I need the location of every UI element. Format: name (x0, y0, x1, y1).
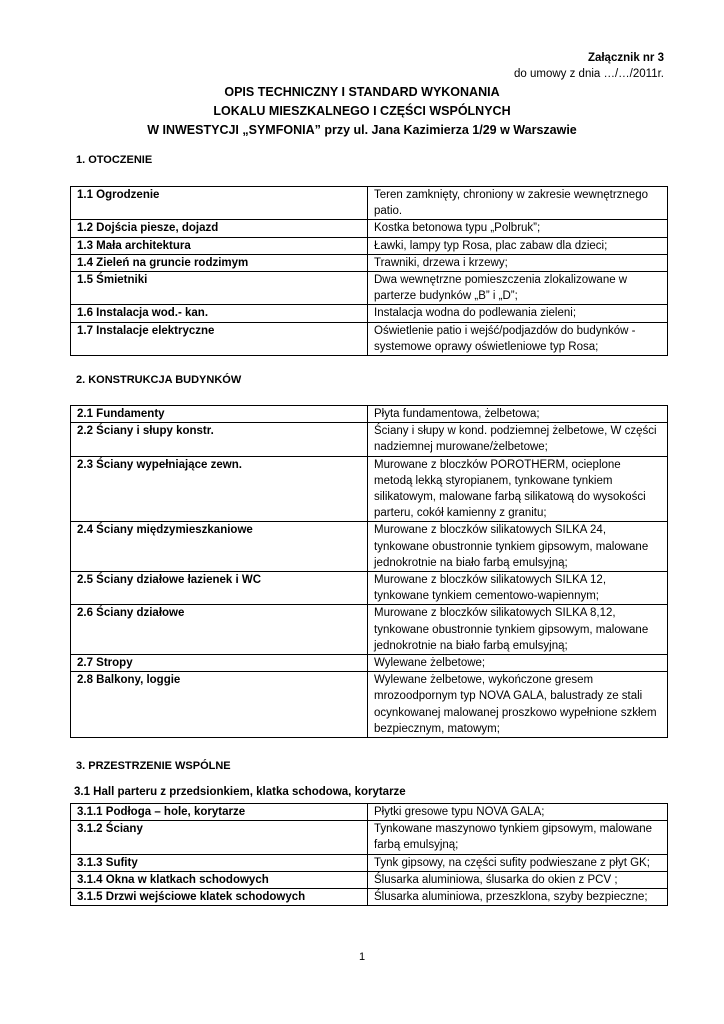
table-row (71, 804, 668, 821)
row-label: 1.6 Instalacja wod.- kan. (71, 305, 368, 322)
table-row (71, 605, 668, 655)
row-label: 1.3 Mała architektura (71, 237, 368, 254)
row-value: Płyta fundamentowa, żelbetowa; (368, 406, 668, 423)
row-label: 2.6 Ściany działowe (71, 605, 368, 655)
table-row (71, 423, 668, 456)
row-value: Teren zamknięty, chroniony w zakresie wewnętrznego patio. (368, 187, 668, 220)
row-value: Dwa wewnętrzne pomieszczenia zlokalizowane w parterze budynków „B” i „D”; (368, 272, 668, 305)
section-heading-wspolne: 3. PRZESTRZENIE WSPÓLNE (76, 760, 231, 772)
table-row (71, 406, 668, 423)
row-label: 2.4 Ściany międzymieszkaniowe (71, 522, 368, 572)
table-row (71, 522, 668, 572)
table-row (71, 220, 668, 237)
title-line-3: W INWESTYCJI „SYMFONIA” przy ul. Jana Kazimierza 1/29 w Warszawie (147, 123, 577, 137)
table-row (71, 187, 668, 220)
row-label: 2.1 Fundamenty (71, 406, 368, 423)
title-line-1: OPIS TECHNICZNY I STANDARD WYKONANIA (224, 85, 500, 99)
section-heading-konstrukcja: 2. KONSTRUKCJA BUDYNKÓW (76, 374, 242, 386)
row-value: Ściany i słupy w kond. podziemnej żelbetowe, W części nadziemnej murowane/żelbetowe; (368, 423, 668, 456)
row-value: Murowane z bloczków silikatowych SILKA 12, tynkowane tynkiem cementowo-wapiennym; (368, 572, 668, 605)
table-row (71, 854, 668, 871)
section-heading-otoczenie: 1. OTOCZENIE (76, 154, 153, 166)
subsection-heading-hall: 3.1 Hall parteru z przedsionkiem, klatka schodowa, korytarze (74, 786, 406, 798)
row-label: 2.5 Ściany działowe łazienek i WC (71, 572, 368, 605)
row-value: Wylewane żelbetowe, wykończone gresem mrozoodpornym typ NOVA GALA, balustrady ze stali ocynkowanej malowanej proszkowo wypełnione szkłem bezpiecznym, matowym; (368, 672, 668, 738)
table-row (71, 572, 668, 605)
table-wspolne (70, 803, 668, 906)
row-label: 3.1.1 Podłoga – hole, korytarze (71, 804, 368, 821)
row-value: Tynkowane maszynowo tynkiem gipsowym, malowane farbą emulsyjną; (368, 821, 668, 854)
row-value: Trawniki, drzewa i krzewy; (368, 254, 668, 271)
table-row (71, 871, 668, 888)
page-number: 1 (358, 951, 366, 963)
table-row (71, 272, 668, 305)
row-label: 1.5 Śmietniki (71, 272, 368, 305)
row-label: 3.1.4 Okna w klatkach schodowych (71, 871, 368, 888)
row-label: 2.7 Stropy (71, 655, 368, 672)
row-value: Ławki, lampy typ Rosa, plac zabaw dla dzieci; (368, 237, 668, 254)
row-value: Murowane z bloczków silikatowych SILKA 8,12, tynkowane obustronnie tynkiem gipsowym, malowane jednokrotnie na biało farbą emulsyjną; (368, 605, 668, 655)
row-value: Płytki gresowe typu NOVA GALA; (368, 804, 668, 821)
table-row (71, 254, 668, 271)
row-value: Ślusarka aluminiowa, przeszklona, szyby bezpieczne; (368, 889, 668, 906)
row-label: 1.4 Zieleń na gruncie rodzimym (71, 254, 368, 271)
row-value: Murowane z bloczków silikatowych SILKA 24, tynkowane obustronnie tynkiem gipsowym, malowane jednokrotnie na biało farbą emulsyjną; (368, 522, 668, 572)
row-value: Tynk gipsowy, na części sufity podwieszane z płyt GK; (368, 854, 668, 871)
row-label: 2.8 Balkony, loggie (71, 672, 368, 738)
title-line-2: LOKALU MIESZKALNEGO I CZĘŚCI WSPÓLNYCH (213, 104, 511, 118)
row-label: 3.1.5 Drzwi wejściowe klatek schodowych (71, 889, 368, 906)
table-konstrukcja (70, 405, 668, 738)
row-label: 1.7 Instalacje elektryczne (71, 322, 368, 355)
row-label: 1.1 Ogrodzenie (71, 187, 368, 220)
row-label: 3.1.2 Ściany (71, 821, 368, 854)
row-label: 2.2 Ściany i słupy konstr. (71, 423, 368, 456)
table-row (71, 672, 668, 738)
table-row (71, 322, 668, 355)
row-label: 2.3 Ściany wypełniające zewn. (71, 456, 368, 522)
row-value: Kostka betonowa typu „Polbruk”; (368, 220, 668, 237)
row-label: 3.1.3 Sufity (71, 854, 368, 871)
table-row (71, 456, 668, 522)
row-value: Oświetlenie patio i wejść/podjazdów do budynków - systemowe oprawy oświetleniowe typ Rosa; (368, 322, 668, 355)
row-value: Murowane z bloczków POROTHERM, ocieplone metodą lekką styropianem, tynkowane tynkiem silikatowym, malowane farbą silikatową do wysokości parteru, cokół kamienny z granitu; (368, 456, 668, 522)
row-value: Ślusarka aluminiowa, ślusarka do okien z PCV ; (368, 871, 668, 888)
row-value: Wylewane żelbetowe; (368, 655, 668, 672)
row-label: 1.2 Dojścia piesze, dojazd (71, 220, 368, 237)
table-row (71, 237, 668, 254)
table-row (71, 821, 668, 854)
attachment-label: Załącznik nr 3 (587, 52, 664, 64)
table-otoczenie (70, 186, 668, 356)
table-row (71, 889, 668, 906)
table-row (71, 655, 668, 672)
agreement-date: do umowy z dnia …/…/2011r. (514, 68, 664, 80)
table-row (71, 305, 668, 322)
row-value: Instalacja wodna do podlewania zieleni; (368, 305, 668, 322)
